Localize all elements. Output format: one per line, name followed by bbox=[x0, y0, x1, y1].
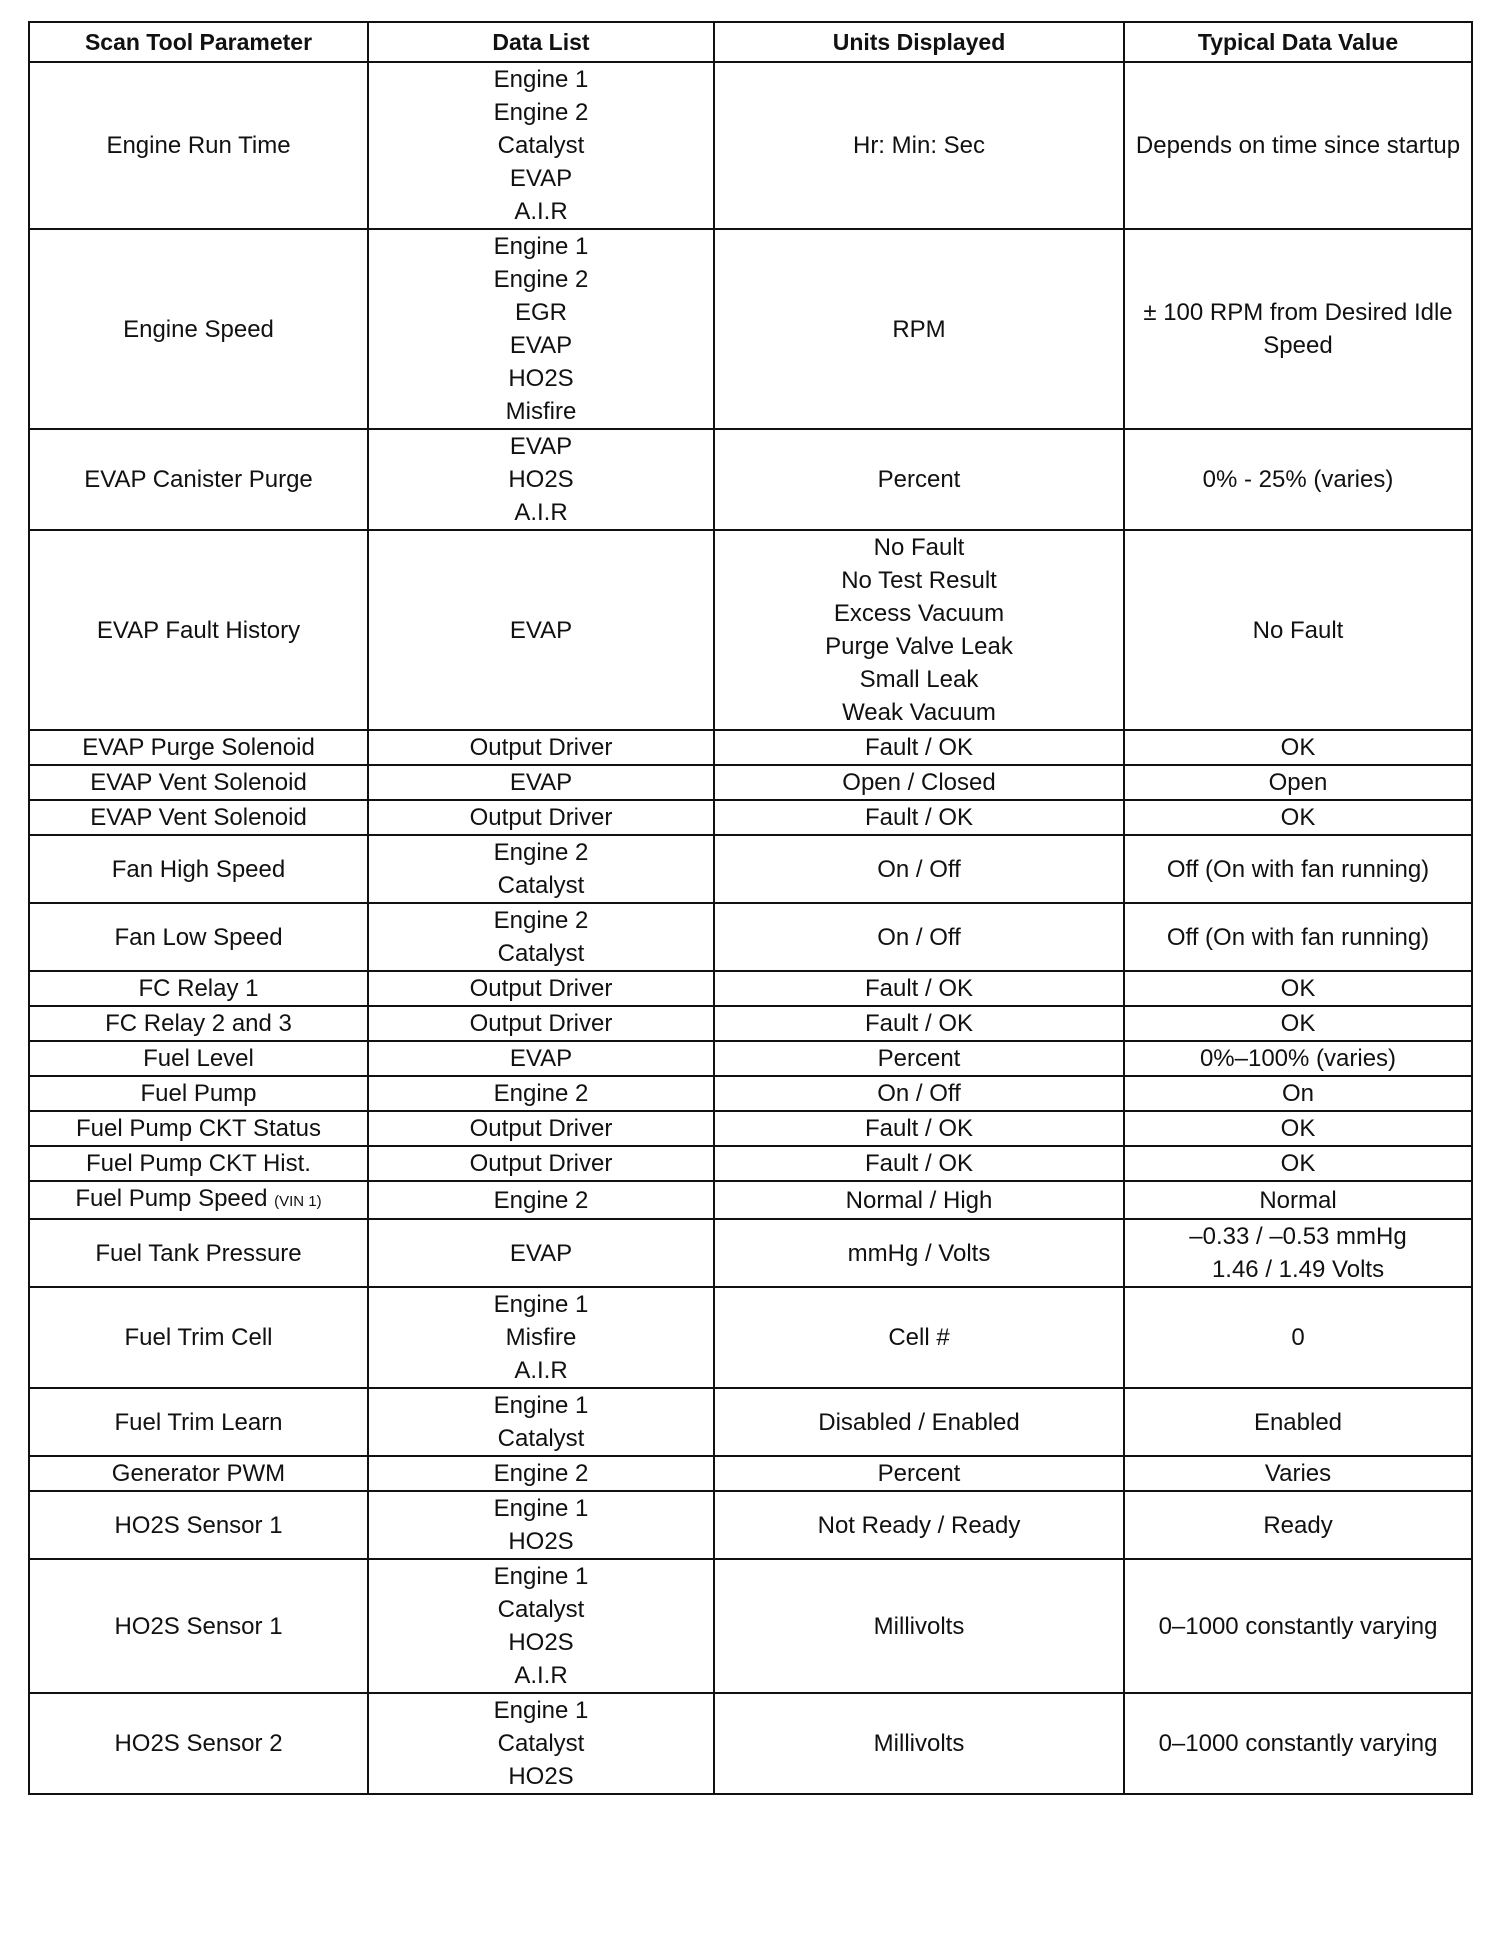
data-list-item: EVAP bbox=[509, 332, 573, 359]
cell-typical-value bbox=[1124, 1041, 1472, 1076]
cell-parameter bbox=[29, 1287, 368, 1388]
cell-data-list bbox=[368, 1491, 714, 1559]
cell-typical-value bbox=[1124, 229, 1472, 429]
data-list-item: EVAP bbox=[509, 1045, 573, 1072]
header-data-list: Data List bbox=[368, 22, 714, 62]
table-row bbox=[29, 1693, 1472, 1794]
table-row bbox=[29, 835, 1472, 903]
parameter-label: HO2S Sensor 1 bbox=[114, 1511, 283, 1539]
cell-units bbox=[714, 429, 1124, 530]
typical-value-item: OK bbox=[1280, 1150, 1316, 1177]
units-item: On / Off bbox=[877, 923, 961, 951]
cell-data-list bbox=[368, 765, 714, 800]
typical-value-item: 1.46 / 1.49 Volts bbox=[1211, 1256, 1385, 1283]
units-item: Percent bbox=[877, 1045, 961, 1072]
units-item: Weak Vacuum bbox=[842, 699, 996, 726]
units-item: Fault / OK bbox=[864, 1150, 974, 1177]
table-row bbox=[29, 1041, 1472, 1076]
units-item: Open / Closed bbox=[842, 769, 996, 796]
data-list-item: Catalyst bbox=[497, 132, 585, 159]
cell-data-list bbox=[368, 1287, 714, 1388]
cell-units bbox=[714, 903, 1124, 971]
units-item: Disabled / Enabled bbox=[818, 1408, 1020, 1436]
table-row bbox=[29, 971, 1472, 1006]
cell-units bbox=[714, 1456, 1124, 1491]
units-item: Normal / High bbox=[845, 1186, 993, 1214]
units-item: Not Ready / Ready bbox=[817, 1511, 1021, 1539]
typical-value-item: OK bbox=[1280, 734, 1316, 761]
typical-value-item: OK bbox=[1280, 1115, 1316, 1142]
table-row bbox=[29, 1146, 1472, 1181]
typical-value-item: Varies bbox=[1264, 1460, 1332, 1487]
data-list-item: EVAP bbox=[509, 769, 573, 796]
cell-units bbox=[714, 1006, 1124, 1041]
cell-parameter bbox=[29, 62, 368, 229]
data-list-item: Output Driver bbox=[469, 975, 613, 1002]
units-item: Small Leak bbox=[859, 666, 979, 693]
table-row bbox=[29, 1111, 1472, 1146]
cell-typical-value bbox=[1124, 530, 1472, 730]
table-row bbox=[29, 1006, 1472, 1041]
data-list-item: EVAP bbox=[509, 1239, 573, 1267]
cell-parameter bbox=[29, 1146, 368, 1181]
cell-typical-value bbox=[1124, 800, 1472, 835]
cell-typical-value bbox=[1124, 1146, 1472, 1181]
typical-value-item: –0.33 / –0.53 mmHg bbox=[1189, 1223, 1407, 1250]
cell-units bbox=[714, 730, 1124, 765]
typical-value-item: 0 bbox=[1291, 1324, 1305, 1351]
table-row bbox=[29, 800, 1472, 835]
units-item: Fault / OK bbox=[864, 734, 974, 761]
data-list-item: EVAP bbox=[509, 433, 573, 460]
data-list-item: Catalyst bbox=[497, 1596, 585, 1623]
cell-data-list bbox=[368, 730, 714, 765]
data-list-item: Misfire bbox=[505, 398, 577, 425]
cell-data-list bbox=[368, 1456, 714, 1491]
data-list-item: Misfire bbox=[505, 1324, 577, 1351]
header-typical-data-value: Typical Data Value bbox=[1124, 22, 1472, 62]
cell-data-list bbox=[368, 62, 714, 229]
cell-data-list bbox=[368, 800, 714, 835]
data-list-item: Catalyst bbox=[497, 872, 585, 899]
cell-units bbox=[714, 765, 1124, 800]
data-list-item: Engine 2 bbox=[493, 1186, 589, 1214]
cell-parameter bbox=[29, 1181, 368, 1219]
table-row bbox=[29, 1388, 1472, 1456]
cell-data-list bbox=[368, 903, 714, 971]
cell-data-list bbox=[368, 1388, 714, 1456]
cell-units bbox=[714, 1111, 1124, 1146]
data-list-item: Catalyst bbox=[497, 940, 585, 967]
units-item: Cell # bbox=[888, 1324, 950, 1351]
typical-value-item: OK bbox=[1280, 975, 1316, 1002]
cell-data-list bbox=[368, 1181, 714, 1219]
data-list-item: A.I.R bbox=[514, 499, 568, 526]
parameter-label: Engine Run Time bbox=[106, 132, 291, 159]
data-list-item: HO2S bbox=[508, 365, 574, 392]
cell-parameter bbox=[29, 1006, 368, 1041]
units-item: Millivolts bbox=[873, 1612, 965, 1640]
cell-units bbox=[714, 1219, 1124, 1287]
typical-value-item: 0% - 25% (varies) bbox=[1202, 466, 1394, 493]
cell-data-list bbox=[368, 1076, 714, 1111]
cell-typical-value bbox=[1124, 1287, 1472, 1388]
cell-parameter bbox=[29, 1491, 368, 1559]
table-row bbox=[29, 530, 1472, 730]
cell-data-list bbox=[368, 971, 714, 1006]
cell-units bbox=[714, 1388, 1124, 1456]
typical-value-item: Normal bbox=[1259, 1186, 1337, 1214]
units-item: Percent bbox=[877, 1460, 961, 1487]
typical-value-item: Open bbox=[1268, 769, 1328, 796]
units-item: No Fault bbox=[873, 534, 965, 561]
table-row bbox=[29, 1491, 1472, 1559]
data-list-item: Engine 1 bbox=[493, 1697, 589, 1724]
table-row bbox=[29, 429, 1472, 530]
cell-units bbox=[714, 1491, 1124, 1559]
cell-units bbox=[714, 1041, 1124, 1076]
cell-parameter bbox=[29, 1041, 368, 1076]
cell-parameter bbox=[29, 1111, 368, 1146]
cell-typical-value bbox=[1124, 1076, 1472, 1111]
cell-parameter bbox=[29, 1076, 368, 1111]
units-item: Millivolts bbox=[873, 1730, 965, 1757]
parameter-label: EVAP Purge Solenoid bbox=[82, 734, 315, 761]
cell-units bbox=[714, 971, 1124, 1006]
cell-parameter bbox=[29, 1388, 368, 1456]
cell-data-list bbox=[368, 1219, 714, 1287]
cell-typical-value bbox=[1124, 1456, 1472, 1491]
cell-data-list bbox=[368, 229, 714, 429]
data-list-item: HO2S bbox=[508, 1629, 574, 1656]
data-list-item: Output Driver bbox=[469, 804, 613, 831]
data-list-item: Output Driver bbox=[469, 1010, 613, 1037]
data-list-item: Engine 1 bbox=[493, 233, 589, 260]
cell-units bbox=[714, 1693, 1124, 1794]
typical-value-item: 0%–100% (varies) bbox=[1199, 1045, 1397, 1072]
data-list-item: Output Driver bbox=[469, 734, 613, 761]
cell-parameter bbox=[29, 429, 368, 530]
parameter-label: Engine Speed bbox=[123, 315, 274, 343]
typical-value-item: OK bbox=[1280, 1010, 1316, 1037]
cell-typical-value bbox=[1124, 1491, 1472, 1559]
table-header bbox=[29, 22, 1472, 62]
cell-data-list bbox=[368, 1041, 714, 1076]
parameter-label: EVAP Vent Solenoid bbox=[90, 804, 307, 831]
units-item: Percent bbox=[877, 466, 961, 493]
cell-typical-value bbox=[1124, 765, 1472, 800]
units-item: Excess Vacuum bbox=[833, 600, 1005, 627]
parameter-label: HO2S Sensor 2 bbox=[114, 1730, 283, 1757]
parameter-label: FC Relay 1 bbox=[138, 975, 259, 1002]
cell-parameter bbox=[29, 765, 368, 800]
cell-data-list bbox=[368, 1146, 714, 1181]
cell-units bbox=[714, 835, 1124, 903]
typical-value-item: Enabled bbox=[1253, 1408, 1343, 1436]
cell-data-list bbox=[368, 1559, 714, 1693]
parameter-label: HO2S Sensor 1 bbox=[114, 1612, 283, 1640]
parameter-label: Fuel Tank Pressure bbox=[95, 1239, 302, 1267]
cell-data-list bbox=[368, 1693, 714, 1794]
data-list-item: A.I.R bbox=[514, 198, 568, 225]
cell-parameter bbox=[29, 835, 368, 903]
parameter-label: FC Relay 2 and 3 bbox=[105, 1010, 292, 1037]
data-list-item: Engine 2 bbox=[493, 99, 589, 126]
cell-typical-value bbox=[1124, 1693, 1472, 1794]
cell-typical-value bbox=[1124, 1006, 1472, 1041]
typical-value-item: 0–1000 constantly varying bbox=[1158, 1730, 1438, 1757]
table-body bbox=[29, 62, 1472, 1794]
data-list-item: HO2S bbox=[508, 1528, 574, 1555]
header-units-displayed: Units Displayed bbox=[714, 22, 1124, 62]
units-item: On / Off bbox=[877, 1080, 961, 1107]
table-row bbox=[29, 1456, 1472, 1491]
data-list-item: Output Driver bbox=[469, 1150, 613, 1177]
data-list-item: Engine 2 bbox=[493, 266, 589, 293]
table-row bbox=[29, 765, 1472, 800]
data-list-item: Engine 2 bbox=[493, 1460, 589, 1487]
parameter-note: (VIN 1) bbox=[274, 1193, 322, 1210]
cell-typical-value bbox=[1124, 1559, 1472, 1693]
cell-parameter bbox=[29, 1219, 368, 1287]
cell-units bbox=[714, 62, 1124, 229]
units-item: Fault / OK bbox=[864, 975, 974, 1002]
cell-parameter bbox=[29, 903, 368, 971]
cell-units bbox=[714, 1559, 1124, 1693]
typical-value-item: 0–1000 constantly varying bbox=[1158, 1612, 1438, 1640]
data-list-item: HO2S bbox=[508, 1763, 574, 1790]
cell-typical-value bbox=[1124, 62, 1472, 229]
typical-value-item: Off (On with fan running) bbox=[1166, 923, 1430, 951]
cell-parameter bbox=[29, 1693, 368, 1794]
scan-tool-data-table bbox=[28, 21, 1473, 1795]
cell-data-list bbox=[368, 530, 714, 730]
table-row bbox=[29, 229, 1472, 429]
table-row bbox=[29, 1287, 1472, 1388]
cell-units bbox=[714, 229, 1124, 429]
table-row bbox=[29, 1219, 1472, 1287]
cell-units bbox=[714, 530, 1124, 730]
data-list-item: Catalyst bbox=[497, 1730, 585, 1757]
parameter-label: EVAP Canister Purge bbox=[84, 466, 313, 493]
parameter-label: Generator PWM bbox=[111, 1460, 286, 1487]
data-list-item: A.I.R bbox=[514, 1357, 568, 1384]
data-list-item: Engine 1 bbox=[493, 1291, 589, 1318]
units-item: mmHg / Volts bbox=[847, 1239, 991, 1267]
cell-typical-value bbox=[1124, 1181, 1472, 1219]
data-list-item: Engine 2 bbox=[493, 1080, 589, 1107]
parameter-label: Fuel Pump CKT Hist. bbox=[86, 1150, 311, 1177]
table-row bbox=[29, 903, 1472, 971]
typical-value-item: Off (On with fan running) bbox=[1166, 855, 1430, 883]
typical-value-item: OK bbox=[1280, 804, 1316, 831]
units-item: Purge Valve Leak bbox=[825, 633, 1013, 660]
typical-value-item: On bbox=[1281, 1080, 1314, 1107]
cell-units bbox=[714, 800, 1124, 835]
table-row bbox=[29, 1181, 1472, 1219]
cell-typical-value bbox=[1124, 903, 1472, 971]
units-item: Fault / OK bbox=[864, 1010, 974, 1037]
cell-parameter bbox=[29, 730, 368, 765]
data-list-item: EVAP bbox=[509, 616, 573, 644]
cell-typical-value bbox=[1124, 429, 1472, 530]
typical-value-item: No Fault bbox=[1252, 616, 1344, 644]
cell-typical-value bbox=[1124, 1111, 1472, 1146]
cell-data-list bbox=[368, 1006, 714, 1041]
cell-typical-value bbox=[1124, 1388, 1472, 1456]
data-list-item: Engine 1 bbox=[493, 1495, 589, 1522]
data-list-item: Catalyst bbox=[497, 1425, 585, 1452]
data-list-item: EVAP bbox=[509, 165, 573, 192]
data-list-item: Engine 2 bbox=[493, 839, 589, 866]
parameter-label: Fan High Speed bbox=[111, 855, 286, 883]
parameter-label: Fan Low Speed bbox=[114, 923, 283, 951]
header-row bbox=[29, 22, 1472, 62]
parameter-label: Fuel Pump bbox=[140, 1080, 257, 1107]
table-row bbox=[29, 730, 1472, 765]
cell-data-list bbox=[368, 1111, 714, 1146]
cell-parameter bbox=[29, 1456, 368, 1491]
data-list-item: Engine 2 bbox=[493, 907, 589, 934]
cell-parameter bbox=[29, 1559, 368, 1693]
data-list-item: A.I.R bbox=[514, 1662, 568, 1689]
table-row bbox=[29, 1559, 1472, 1693]
data-list-item: Engine 1 bbox=[493, 1563, 589, 1590]
data-list-item: EGR bbox=[514, 299, 567, 326]
typical-value-item: Depends on time since startup bbox=[1135, 132, 1461, 159]
cell-data-list bbox=[368, 835, 714, 903]
cell-data-list bbox=[368, 429, 714, 530]
units-item: Hr: Min: Sec bbox=[852, 132, 986, 159]
cell-typical-value bbox=[1124, 835, 1472, 903]
cell-typical-value bbox=[1124, 1219, 1472, 1287]
parameter-label: Fuel Trim Learn bbox=[114, 1408, 283, 1436]
header-scan-tool-parameter: Scan Tool Parameter bbox=[29, 22, 368, 62]
cell-units bbox=[714, 1181, 1124, 1219]
cell-units bbox=[714, 1287, 1124, 1388]
data-list-item: Output Driver bbox=[469, 1115, 613, 1142]
cell-units bbox=[714, 1146, 1124, 1181]
units-item: No Test Result bbox=[841, 567, 997, 594]
parameter-label: EVAP Vent Solenoid bbox=[90, 769, 307, 796]
units-item: Fault / OK bbox=[864, 1115, 974, 1142]
units-item: On / Off bbox=[877, 855, 961, 883]
cell-parameter bbox=[29, 800, 368, 835]
cell-parameter bbox=[29, 530, 368, 730]
units-item: Fault / OK bbox=[864, 804, 974, 831]
parameter-label: Fuel Trim Cell bbox=[124, 1324, 273, 1351]
typical-value-item: ± 100 RPM from Desired Idle Speed bbox=[1143, 299, 1453, 359]
cell-typical-value bbox=[1124, 971, 1472, 1006]
parameter-label: EVAP Fault History bbox=[96, 616, 301, 644]
parameter-label: Fuel Pump CKT Status bbox=[76, 1115, 321, 1142]
cell-units bbox=[714, 1076, 1124, 1111]
data-list-item: HO2S bbox=[508, 466, 574, 493]
cell-parameter bbox=[29, 229, 368, 429]
parameter-label: Fuel Level bbox=[143, 1045, 254, 1072]
data-list-item: Engine 1 bbox=[493, 66, 589, 93]
cell-parameter bbox=[29, 971, 368, 1006]
table-row bbox=[29, 62, 1472, 229]
units-item: RPM bbox=[892, 315, 946, 343]
typical-value-item: Ready bbox=[1263, 1511, 1333, 1539]
table-row bbox=[29, 1076, 1472, 1111]
parameter-label: Fuel Pump Speed bbox=[75, 1185, 268, 1212]
cell-typical-value bbox=[1124, 730, 1472, 765]
data-list-item: Engine 1 bbox=[493, 1392, 589, 1419]
